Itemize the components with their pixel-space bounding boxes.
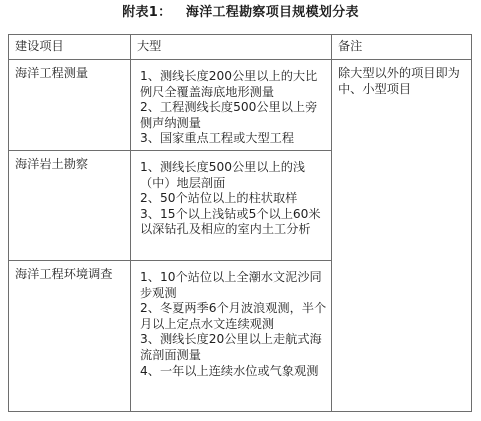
project-name-geotechnical: 海洋岩土勘察: [9, 151, 131, 261]
criteria-line: 3、15个以上浅钻或5个以上60米以深钻孔及相应的室内土工分析: [140, 206, 321, 237]
table-title: 附表1： 海洋工程勘察项目规模划分表: [122, 5, 359, 20]
remarks-cell: 除大型以外的项目即为中、小型项目: [332, 60, 472, 412]
project-name-environment: 海洋工程环境调查: [9, 261, 131, 412]
criteria-line: 1、测线长度500公里以上的浅（中）地层剖面: [140, 160, 306, 190]
large-scale-criteria-survey: [131, 60, 332, 151]
large-scale-criteria-geotechnical: [131, 151, 332, 261]
criteria-line: 3、测线长度20公里以上走航式海流剖面测量: [140, 332, 322, 362]
criteria-line: 2、冬夏两季6个月波浪观测，半个月以上定点水文连续观测: [140, 301, 327, 331]
criteria-line: 1、测线长度200公里以上的大比例尺全覆盖海底地形测量: [140, 69, 318, 99]
criteria-line: 3、国家重点工程或大型工程: [140, 131, 295, 146]
criteria-line: 2、工程测线长度500公里以上旁侧声纳测量: [140, 100, 318, 130]
project-name-survey: 海洋工程测量: [9, 60, 131, 151]
criteria-line: 2、50个站位以上的柱状取样: [140, 191, 298, 206]
criteria-line: 1、10个站位以上全潮水文泥沙同步观测: [140, 270, 322, 300]
header-construction-project: 建设项目: [9, 35, 131, 60]
header-remarks: 备注: [332, 35, 472, 60]
header-large-scale: 大型: [131, 35, 332, 60]
large-scale-criteria-environment: [131, 261, 332, 412]
table-row: [9, 60, 472, 151]
table-header-row: [9, 35, 472, 60]
project-scale-table: [8, 34, 472, 412]
criteria-line: 4、一年以上连续水位或气象观测: [140, 363, 319, 378]
